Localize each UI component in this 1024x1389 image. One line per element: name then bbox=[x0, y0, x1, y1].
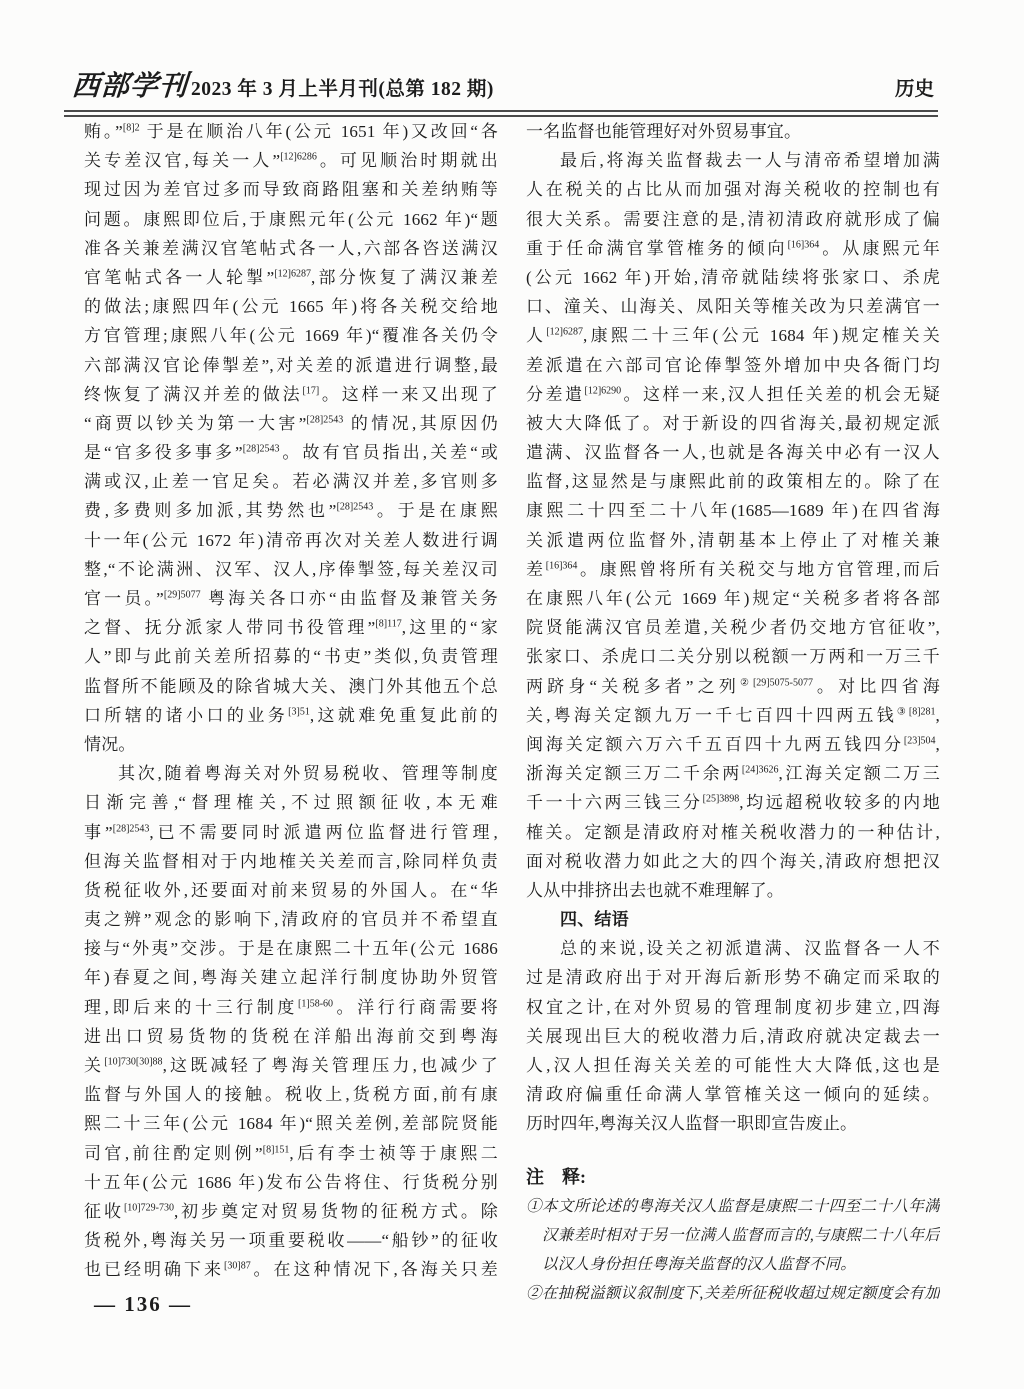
text-line: 榷关。定额是清政府对榷关税收潜力的一种估计, bbox=[526, 822, 940, 842]
note-line: ②在抽税溢额议叙制度下,关差所征税收超过规定额度会有加 bbox=[526, 1284, 940, 1302]
text-line: 费,多费则多加派,其势然也”$^{[28]2543}$。于是在康熙 bbox=[84, 501, 498, 521]
right-column bbox=[526, 117, 940, 1308]
text-line: 历时四年,粤海关汉人监督一职即宣告废止。 bbox=[526, 1114, 858, 1134]
text-line: 司官,前往酌定则例”$^{[8]151}$,后有李士祯等于康熙二 bbox=[84, 1143, 498, 1163]
text-line: 其次,随着粤海关对外贸易税收、管理等制度 bbox=[118, 764, 498, 784]
text-line: 满或汉,止差一官足矣。若必满汉并差,多官则多 bbox=[84, 472, 498, 492]
text-line: 官笔帖式各一人轮掣”$^{[12]6287}$,部分恢复了满汉兼差 bbox=[84, 267, 498, 287]
journal-logo: 西部学刊 bbox=[70, 71, 189, 102]
text-line: 口所辖的诸小口的业务$^{[3]51}$,这就难免重复此前的 bbox=[84, 705, 498, 725]
note-line: ①本文所论述的粤海关汉人监督是康熙二十四至二十八年满 bbox=[526, 1197, 940, 1215]
text-line: 接与“外夷”交涉。于是在康熙二十五年(公元 1686 bbox=[84, 939, 498, 959]
article-body bbox=[84, 117, 940, 1308]
text-line: 六部满汉官论俸掣差”,对关差的派遣进行调整,最 bbox=[84, 355, 498, 375]
text-line: 差派遣在六部司官论俸掣签外增加中央各衙门均 bbox=[526, 355, 940, 375]
text-line: 十一年(公元 1672 年)清帝再次对关差人数进行调 bbox=[84, 530, 498, 550]
text-line: 四、结语 bbox=[560, 910, 629, 930]
text-line: 闽海关定额六万六千五百四十九两五钱四分$^{[23]504}$, bbox=[526, 734, 940, 754]
text-line: 年)春夏之间,粤海关建立起洋行制度协助外贸管 bbox=[84, 968, 498, 988]
text-line: (公元 1662 年)开始,清帝就陆续将张家口、杀虎 bbox=[526, 267, 940, 287]
text-line: 分差遣$^{[12]6290}$。这样一来,汉人担任关差的机会无疑 bbox=[526, 384, 940, 404]
text-line: 整,“不论满洲、汉军、汉人,序俸掣签,每关差汉司 bbox=[84, 559, 498, 579]
text-line: 贿。”$^{[8]2}$ 于是在顺治八年(公元 1651 年)又改回“各 bbox=[84, 122, 498, 141]
header-rule-top bbox=[64, 110, 938, 112]
text-line: 口、潼关、山海关、凤阳关等榷关改为只差满官一 bbox=[526, 297, 940, 317]
text-line: 总的来说,设关之初派遣满、汉监督各一人不 bbox=[560, 939, 940, 959]
text-line: 是“官多役多事多”$^{[28]2543}$。故有官员指出,关差“或 bbox=[84, 443, 498, 463]
text-line: 现过因为差官过多而导致商路阻塞和关差纳贿等 bbox=[84, 180, 498, 200]
text-line: 夷之辨”观念的影响下,清政府的官员并不希望直 bbox=[84, 910, 498, 930]
text-line: 浙海关定额三万二千余两$^{[24]3626}$,江海关定额二万三 bbox=[526, 764, 940, 784]
section-label: 历史 bbox=[894, 79, 934, 100]
text-line: 两跻身“关税多者”之列$^{②[29]5075-5077}$。对比四省海 bbox=[526, 676, 940, 696]
text-line: 很大关系。需要注意的是,清初清政府就形成了偏 bbox=[526, 209, 940, 229]
text-line: 但海关监督相对于内地榷关关差而言,除同样负责 bbox=[84, 851, 498, 871]
text-line: 货税外,粤海关另一项重要税收——“船钞”的征收 bbox=[84, 1231, 498, 1251]
text-line: 康熙二十四至二十八年(1685—1689 年)在四省海 bbox=[526, 501, 940, 521]
text-line: 征收$^{[10]729-730}$,初步奠定对贸易货物的征税方式。除 bbox=[84, 1201, 498, 1221]
text-line: 最后,将海关监督裁去一人与清帝希望增加满 bbox=[560, 151, 940, 171]
text-line: 千一十六两三钱三分$^{[25]3898}$,均远超税收较多的内地 bbox=[526, 793, 940, 813]
notes-heading: 注 释: bbox=[526, 1166, 586, 1187]
left-column bbox=[84, 117, 498, 1308]
note-line: 以汉人身份担任粤海关监督的汉人监督不同。 bbox=[542, 1255, 857, 1273]
text-line: 在康熙八年(公元 1669 年)规定“关税多者将各部 bbox=[526, 589, 940, 608]
text-line: 清政府偏重任命满人掌管榷关这一倾向的延续。 bbox=[526, 1085, 940, 1105]
text-line: 院贤能满汉官员差遣,关税少者仍交地方官征收”, bbox=[526, 618, 940, 638]
text-line: 事”$^{[28]2543}$,已不需要同时派遣两位监督进行管理, bbox=[84, 822, 498, 842]
text-line: “商贾以钞关为第一大害”$^{[28]2543}$ 的情况,其原因仍 bbox=[84, 413, 498, 433]
notes-section bbox=[526, 1162, 940, 1308]
text-line: 人”即与此前关差所招募的“书吏”类似,负责管理 bbox=[84, 647, 498, 667]
text-line: 准各关兼差满汉官笔帖式各一人,六部各咨送满汉 bbox=[84, 238, 498, 258]
text-line: 关$^{[10]730[30]88}$,这既减轻了粤海关管理压力,也减少了 bbox=[84, 1056, 498, 1075]
text-line: 人$^{[12]6287}$,康熙二十三年(公元 1684 年)规定榷关关 bbox=[526, 326, 940, 346]
text-line: 熙二十三年(公元 1684 年)“照关差例,差部院贤能 bbox=[84, 1114, 498, 1134]
notes-list bbox=[526, 1192, 940, 1308]
text-line: 权宜之计,在对外贸易的管理制度初步建立,四海 bbox=[526, 997, 940, 1017]
text-line: 货税征收外,还要面对前来贸易的外国人。在“华 bbox=[84, 880, 498, 900]
text-line: 情况。 bbox=[84, 734, 136, 754]
text-line: 终恢复了满汉并差的做法[17]。这样一来又出现了 bbox=[84, 384, 498, 404]
text-line: 进出口贸易货物的货税在洋船出海前交到粤海 bbox=[84, 1026, 498, 1046]
text-line: 监督,这显然是与康熙此前的政策相左的。除了在 bbox=[526, 472, 940, 492]
text-line: 遣满、汉监督各一人,也就是各海关中必有一汉人 bbox=[526, 443, 940, 463]
text-line: 监督与外国人的接触。税收上,货税方面,前有康 bbox=[84, 1085, 498, 1105]
right-column-text bbox=[526, 117, 940, 1139]
text-line: 的做法;康熙四年(公元 1665 年)将各关税交给地 bbox=[84, 297, 498, 317]
text-line: 面对税收潜力如此之大的四个海关,清政府想把汉 bbox=[526, 851, 940, 871]
text-line: 关展现出巨大的税收潜力后,清政府就决定裁去一 bbox=[526, 1026, 940, 1046]
text-line: 关派遣两位监督外,清朝基本上停止了对榷关兼 bbox=[526, 530, 940, 550]
text-line: 理,即后来的十三行制度$^{[1]58-60}$。洋行行商需要将 bbox=[84, 997, 498, 1017]
text-line: 人,汉人担任海关关差的可能性大大降低,这也是 bbox=[526, 1056, 940, 1075]
text-line: 方官管理;康熙八年(公元 1669 年)“覆准各关仍令 bbox=[84, 326, 498, 346]
text-line: 监督所不能顾及的除省城大关、澳门外其他五个总 bbox=[84, 676, 498, 696]
text-line: 被大大降低了。对于新设的四省海关,最初规定派 bbox=[526, 413, 940, 433]
text-line: 差$^{[16]364}$。康熙曾将所有关税交与地方官管理,而后 bbox=[526, 559, 940, 579]
page-number: — 136 — bbox=[94, 1292, 192, 1316]
text-line: 十五年(公元 1686 年)发布公告将住、行货税分别 bbox=[84, 1172, 498, 1192]
text-line: 日渐完善,“督理榷关,不过照额征收,本无难 bbox=[84, 793, 498, 813]
text-line: 过是清政府出于对开海后新形势不确定而采取的 bbox=[526, 968, 940, 988]
text-line: 关,粤海关定额九万一千七百四十四两五钱$^{③[8]281}$, bbox=[526, 705, 940, 725]
text-line: 问题。康熙即位后,于康熙元年(公元 1662 年)“题 bbox=[84, 209, 498, 229]
text-line: 一名监督也能管理好对外贸易事宜。 bbox=[526, 122, 802, 141]
text-line: 也已经明确下来$^{[30]87}$。在这种情况下,各海关只差 bbox=[84, 1260, 498, 1280]
text-line: 张家口、杀虎口二关分别以税额一万两和一万三千 bbox=[526, 647, 940, 667]
note-line: 汉兼差时相对于另一位满人监督而言的,与康熙二十八年后 bbox=[542, 1226, 940, 1244]
text-line: 重于任命满官掌管榷务的倾向$^{[16]364}$。从康熙元年 bbox=[526, 238, 940, 258]
text-line: 官一员。”$^{[29]5077}$ 粤海关各口亦“由监督及兼管关务 bbox=[84, 589, 498, 608]
text-line: 关专差汉官,每关一人”$^{[12]6286}$。可见顺治时期就出 bbox=[84, 151, 498, 171]
text-line: 人从中排挤出去也就不难理解了。 bbox=[526, 880, 784, 900]
header-row bbox=[64, 64, 938, 104]
text-line: 之督、抚分派家人带同书役管理”$^{[8]117}$,这里的“家 bbox=[84, 618, 498, 638]
text-line: 人在税关的占比从而加强对海关税收的控制也有 bbox=[526, 180, 940, 200]
page-header bbox=[64, 64, 938, 117]
issue-info: 2023 年 3 月上半月刊(总第 182 期) bbox=[191, 79, 494, 100]
